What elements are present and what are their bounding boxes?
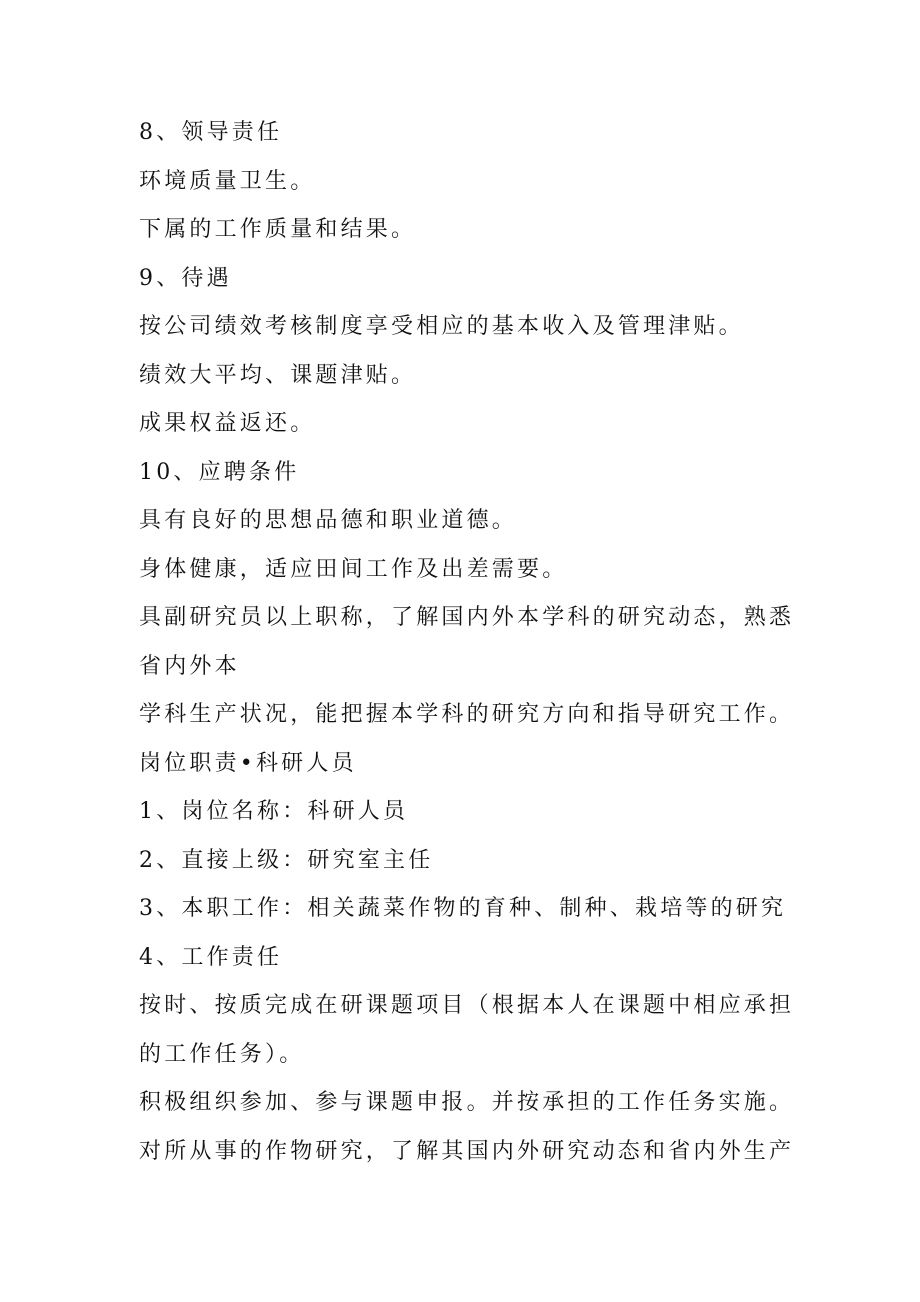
paragraph-line: 绩效大平均、课题津贴。: [139, 362, 417, 388]
paragraph-line: 学科生产状况，能把握本学科的研究方向和指导研究工作。: [139, 702, 795, 727]
paragraph-line: 的工作任务）。: [139, 1041, 305, 1067]
heading-work-responsibility: 4、工作责任: [139, 944, 283, 970]
paragraph-line: 按公司绩效考核制度享受相应的基本收入及管理津贴。: [139, 314, 744, 339]
paragraph-line: 按时、按质完成在研课题项目（根据本人在课题中相应承担: [139, 993, 795, 1018]
paragraph-line: 环境质量卫生。: [139, 168, 316, 194]
list-item: 3、本职工作：相关蔬菜作物的育种、制种、栽培等的研究: [139, 896, 787, 921]
paragraph-line: 对所从事的作物研究，了解其国内外研究动态和省内外生产: [139, 1138, 795, 1164]
list-item: 1、岗位名称：科研人员: [139, 799, 409, 824]
paragraph-line: 身体健康，适应田间工作及出差需要。: [139, 556, 568, 582]
document-body: [139, 109, 819, 1176]
paragraph-line: 下属的工作质量和结果。: [139, 217, 417, 242]
paragraph-line: 具有良好的思想品德和职业道德。: [139, 508, 518, 533]
heading-leadership-responsibility: 8、领导责任: [139, 120, 283, 145]
paragraph-line: 具副研究员以上职称，了解国内外本学科的研究动态，熟悉: [139, 605, 795, 630]
paragraph-line: 成果权益返还。: [139, 411, 316, 436]
section-title-researcher: 岗位职责•科研人员: [139, 750, 357, 776]
paragraph-line: 积极组织参加、参与课题申报。并按承担的工作任务实施。: [139, 1090, 795, 1115]
heading-compensation: 9、待遇: [139, 265, 232, 291]
paragraph-line: 省内外本: [139, 653, 240, 679]
heading-job-requirements: 10、应聘条件: [139, 459, 300, 485]
list-item: 2、直接上级：研究室主任: [139, 847, 434, 873]
